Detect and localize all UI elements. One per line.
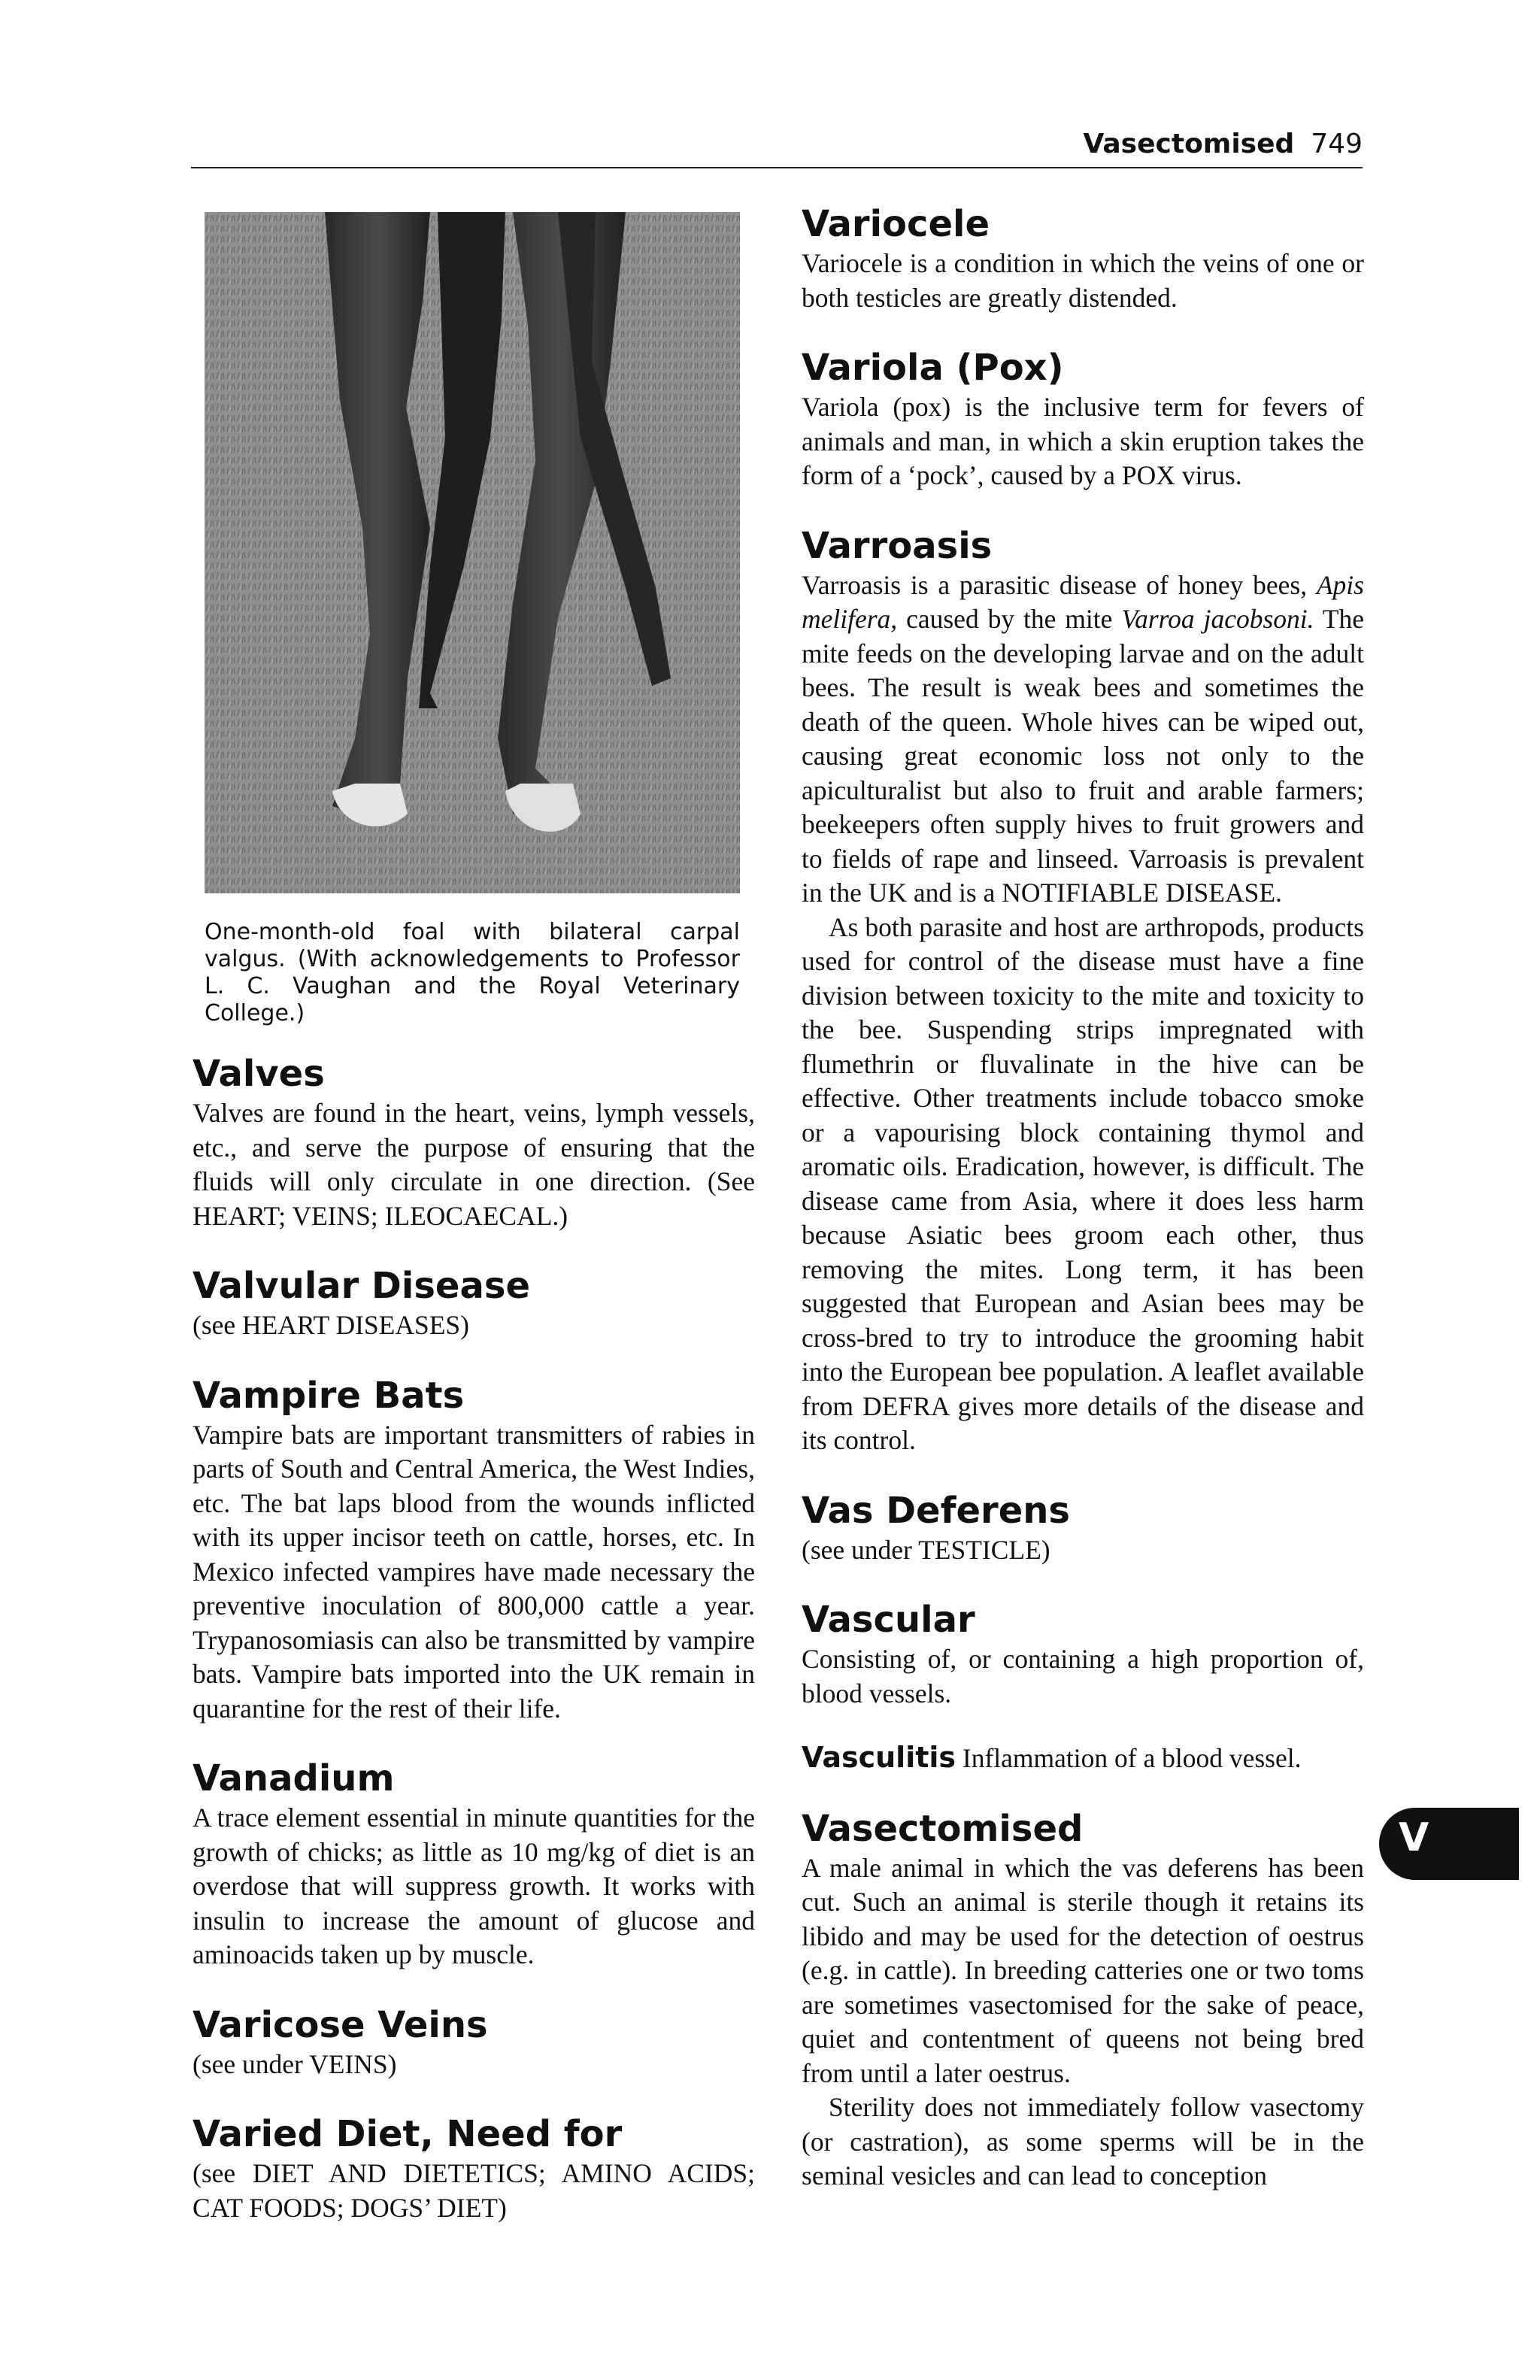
entry-heading: Variocele <box>802 203 990 245</box>
entry-heading-inline: Vasculitis <box>802 1741 956 1774</box>
entry-body: (see HEART DISEASES) <box>192 1310 469 1340</box>
entry-body <box>802 568 1364 911</box>
entry-heading: Variola (Pox) <box>802 347 1064 389</box>
page-number: 749 <box>1311 129 1363 159</box>
entry-valves <box>192 1051 755 1233</box>
entry-vas-deferens <box>802 1488 1364 1568</box>
species-name: Apis melifera, <box>802 569 1364 634</box>
entry-body: Variocele is a condition in which the veins of one or both testicles are greatly distended. <box>802 248 1364 313</box>
figure-caption: One-month-old foal with bilateral carpal valgus. (With acknowledgements to Professor L. C. Vaughan and the Royal Veterinary College.) <box>205 919 740 1026</box>
left-column <box>192 1051 755 2255</box>
entry-heading: Varied Diet, Need for <box>192 2113 623 2155</box>
entry-body: Vampire bats are important transmitters of rabies in parts of South and Central America, the West Indies, etc. The bat laps blood from the wounds inflicted with its upper incisor teeth on cattle, horses, etc. In Mexico infected vampires have made necessary the preventive inoculation of 800,000 cattle a year. Trypanosomiasis can also be transmitted by vampire bats. Vampire bats imported into the UK remain in quarantine for the rest of their life. <box>192 1419 755 1724</box>
entry-vampire-bats <box>192 1373 755 1727</box>
entry-body: Valves are found in the heart, veins, lymph vessels, etc., and serve the purpose of ensuring that the fluids will only circulate in one direction. (See HEART; VEINS; ILEOCAECAL.) <box>192 1098 755 1231</box>
entry-heading: Vascular <box>802 1599 975 1641</box>
entry-heading: Varicose Veins <box>192 2003 488 2046</box>
text-run: caused by the mite <box>897 604 1122 634</box>
thumb-index-letter: V <box>1399 1815 1429 1860</box>
entry-variocele <box>802 202 1364 315</box>
entry-heading: Vas Deferens <box>802 1489 1070 1532</box>
entry-varicose-veins <box>192 2003 755 2082</box>
text-run: Varroasis is a parasitic disease of honey bees, <box>802 569 1317 600</box>
text-run: Inflammation of a blood vessel. <box>956 1743 1302 1773</box>
entry-heading: Valvular Disease <box>192 1265 530 1307</box>
entry-varied-diet <box>192 2112 755 2225</box>
entry-heading: Vanadium <box>192 1757 395 1799</box>
foal-photo <box>205 212 740 893</box>
entry-vanadium <box>192 1756 755 1972</box>
entry-varroasis <box>802 523 1364 1458</box>
entry-body: (see DIET AND DIETETICS; AMINO ACIDS; CAT FOODS; DOGS’ DIET) <box>192 2158 755 2223</box>
entry-vasectomised <box>802 1806 1364 2194</box>
entry-heading: Varroasis <box>802 524 993 567</box>
entry-body: Sterility does not immediately follow vasectomy (or castration), as some sperms will be in the seminal vesicles and can lead to conception <box>802 2092 1364 2191</box>
entry-vascular <box>802 1597 1364 1711</box>
entry-body: Consisting of, or containing a high proportion of, blood vessels. <box>802 1644 1364 1708</box>
species-name: Varroa jacobsoni. <box>1121 604 1314 634</box>
thumb-index-tab <box>1379 1808 1519 1880</box>
entry-body: (see under TESTICLE) <box>802 1534 1050 1565</box>
foal-legs-illustration <box>205 212 740 893</box>
entry-body: (see under VEINS) <box>192 2048 397 2079</box>
entry-heading: Vasectomised <box>802 1807 1084 1850</box>
entry-vasculitis <box>802 1741 1364 1776</box>
right-column <box>802 202 1364 2224</box>
entry-heading: Valves <box>192 1053 325 1095</box>
entry-variola <box>802 345 1364 493</box>
running-head <box>191 122 1363 168</box>
text-run: The mite feeds on the developing larvae and on the adult bees. The result is weak bees and sometimes the death of the queen. Whole hives can be wiped out, causing great economic loss not only to the apiculturalist but also to fruit and arable farmers; beekeepers often supply hives to fruit growers and to fields of rape and linseed. Varroasis is prevalent in the UK and is a NOTIFIABLE DISEASE. <box>802 604 1364 908</box>
entry-body: A male animal in which the vas deferens has been cut. Such an animal is sterile though it retains its libido and may be used for the detection of oestrus (e.g. in cattle). In breeding catteries one or two toms are sometimes vasectomised for the sake of peace, quiet and contentment of queens not being bred from until a later oestrus. <box>802 1852 1364 2088</box>
entry-body: A trace element essential in minute quantities for the growth of chicks; as little as 10 mg/kg of diet is an overdose that will suppress growth. It works with insulin to increase the amount of glucose and aminoacids taken up by muscle. <box>192 1802 755 1969</box>
entry-body: Variola (pox) is the inclusive term for fevers of animals and man, in which a skin eruption takes the form of a ‘pock’, caused by a POX virus. <box>802 392 1364 490</box>
entry-valvular-disease <box>192 1263 755 1343</box>
entry-body: As both parasite and host are arthropods, products used for control of the disease must have a fine division between toxicity to the mite and toxicity to the bee. Suspending strips impregnated with flumethrin or fluvalinate in the hive can be effective. Other treatments include tobacco smoke or a vapourising block containing thymol and aromatic oils. Eradication, however, is difficult. The disease came from Asia, where it does less harm because Asiatic bees groom each other, thus removing the mites. Long term, it has been suggested that European and Asian bees may be cross-bred to try to introduce the grooming habit into the European bee population. A leaflet available from DEFRA gives more details of the disease and its control. <box>802 911 1364 1455</box>
running-head-title: Vasectomised <box>1083 129 1295 159</box>
entry-heading: Vampire Bats <box>192 1374 465 1417</box>
entry-body <box>802 1741 1364 1776</box>
